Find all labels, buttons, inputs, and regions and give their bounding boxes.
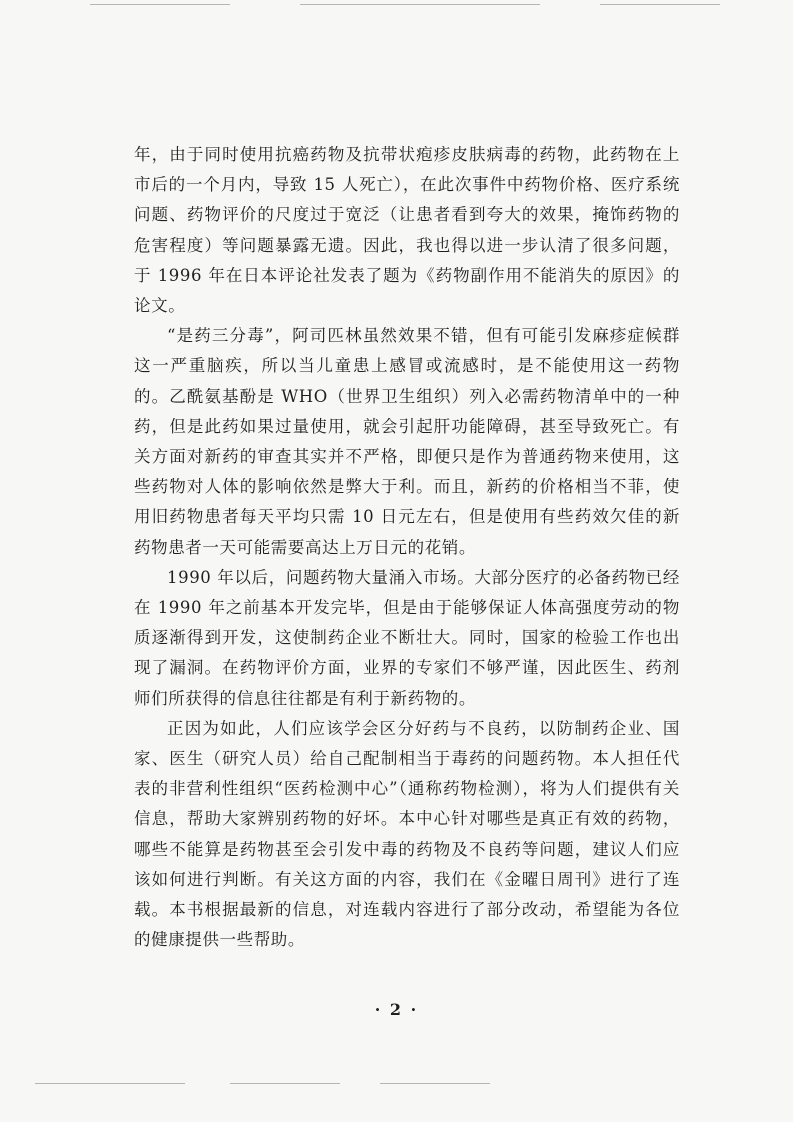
paragraph: 1990 年以后，问题药物大量涌入市场。大部分医疗的必备药物已经在 1990 年之前基本开发完毕，但是由于能够保证人体高强度劳动的物质逐渐得到开发，这使制药企业不断壮大。同时，国家的检验工作也出现了漏洞。在药物评价方面，业界的专家们不够严谨，因此医生、药剂师们所获得的信息往往都是有利于新药物的。 <box>134 567 680 708</box>
scan-artifact-top <box>300 4 540 5</box>
paragraph: 年，由于同时使用抗癌药物及抗带状疱疹皮肤病毒的药物，此药物在上市后的一个月内，导致 15 人死亡），在此次事件中药物价格、医疗系统问题、药物评价的尺度过于宽泛（让患者看到夸大的效果，掩饰药物的危害程度）等问题暴露无遗。因此，我也得以进一步认清了很多问题，于 1996 年在日本评论社发表了题为《药物副作用不能消失的原因》的论文。 <box>134 145 680 316</box>
scan-artifact-top <box>90 4 230 5</box>
paragraph: “是药三分毒”，阿司匹林虽然效果不错，但有可能引发麻疹症候群这一严重脑疾，所以当儿童患上感冒或流感时，是不能使用这一药物的。乙酰氨基酚是 WHO（世界卫生组织）列入必需药物清单中的一种药，但是此药如果过量使用，就会引起肝功能障碍，甚至导致死亡。有关方面对新药的审查其实并不严格，即便只是作为普通药物来使用，这些药物对人体的影响依然是弊大于利。而且，新药的价格相当不菲，使用旧药物患者每天平均只需 10 日元左右，但是使用有些药效欠佳的新药物患者一天可能需要高达上万日元的花销。 <box>134 326 680 557</box>
scan-artifact-bottom <box>230 1083 340 1084</box>
scan-artifact-bottom <box>380 1083 490 1084</box>
body-text <box>134 140 680 955</box>
paragraph: 正因为如此，人们应该学会区分好药与不良药，以防制药企业、国家、医生（研究人员）给自己配制相当于毒药的问题药物。本人担任代表的非营利性组织“医药检测中心”（通称药物检测），将为人们提供有关信息，帮助大家辨别药物的好坏。本中心针对哪些是真正有效的药物，哪些不能算是药物甚至会引发中毒的药物及不良药等问题，建议人们应该如何进行判断。有关这方面的内容，我们在《金曜日周刊》进行了连载。本书根据最新的信息，对连载内容进行了部分改动，希望能为各位的健康提供一些帮助。 <box>134 718 680 950</box>
scan-artifact-bottom <box>35 1083 185 1084</box>
scan-artifact-top <box>600 4 720 5</box>
page-number: · 2 · <box>374 1000 419 1019</box>
